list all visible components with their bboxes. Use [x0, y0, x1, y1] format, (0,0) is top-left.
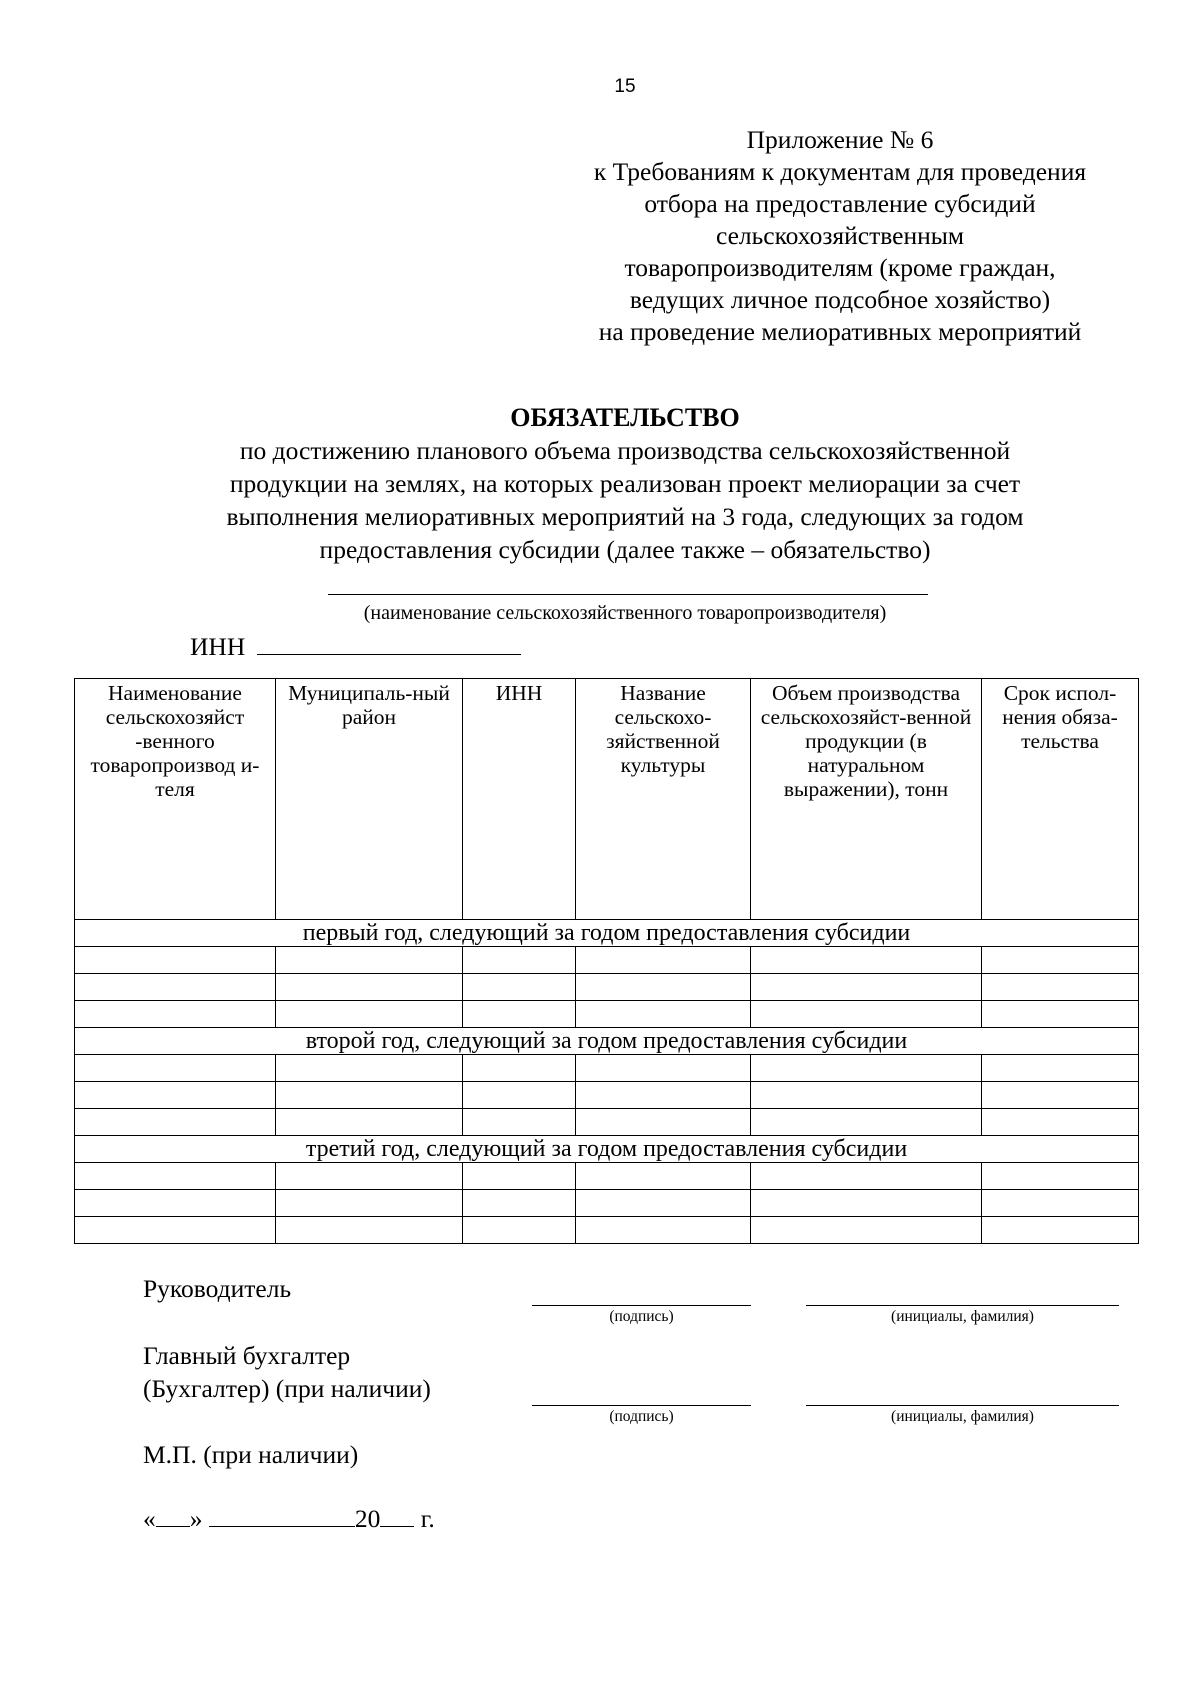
table-cell[interactable] [751, 1001, 982, 1028]
subtitle-line: предоставления субсидии (далее также – обязательство) [319, 535, 931, 564]
table-cell[interactable] [276, 1109, 463, 1136]
producer-name-caption: (наименование сельскохозяйственного товаропроизводителя) [363, 602, 887, 624]
date-row [143, 1504, 435, 1534]
table-cell[interactable] [75, 1190, 276, 1217]
table-cell[interactable] [75, 1109, 276, 1136]
table-row [75, 1055, 1139, 1082]
table-cell[interactable] [276, 1082, 463, 1109]
inn-label: ИНН [190, 632, 246, 661]
name-caption: (инициалы, фамилия) [891, 1408, 1034, 1425]
date-open-quote: « [143, 1504, 156, 1533]
table-row [75, 974, 1139, 1001]
header-volume: Объем производства сельскохозяйст-венной продукции (в натуральном выражении), тонн [751, 679, 982, 920]
table-header-row [75, 679, 1139, 920]
table-cell[interactable] [751, 1109, 982, 1136]
table-cell[interactable] [982, 1190, 1139, 1217]
document-title: ОБЯЗАТЕЛЬСТВО [510, 403, 740, 432]
table-row [75, 1190, 1139, 1217]
section-row-year-3 [75, 1136, 1139, 1163]
table-cell[interactable] [463, 1055, 576, 1082]
appendix-line: отбора на предоставление субсидий [644, 189, 1036, 218]
table-cell[interactable] [75, 974, 276, 1001]
table-cell[interactable] [463, 974, 576, 1001]
inn-row [190, 628, 521, 662]
head-signature-field[interactable] [532, 1280, 751, 1306]
table-cell[interactable] [576, 1082, 751, 1109]
table-cell[interactable] [276, 1217, 463, 1244]
section-label: третий год, следующий за годом предоставления субсидии [75, 1136, 1139, 1163]
table-cell[interactable] [576, 1109, 751, 1136]
table-cell[interactable] [75, 1082, 276, 1109]
date-year-prefix: 20 [354, 1504, 381, 1533]
table-cell[interactable] [751, 974, 982, 1001]
subtitle-line: по достижению планового объема производства сельскохозяйственной [239, 436, 1011, 465]
table-cell[interactable] [276, 1163, 463, 1190]
section-label: второй год, следующий за годом предоставления субсидии [75, 1028, 1139, 1055]
date-day-field[interactable] [156, 1504, 190, 1527]
table-cell[interactable] [463, 1217, 576, 1244]
header-producer-name: Наименование сельскохозяйст -венного товаропроизвод и-теля [75, 679, 276, 920]
section-label: первый год, следующий за годом предоставления субсидии [75, 920, 1139, 947]
table-cell[interactable] [576, 1055, 751, 1082]
table-cell[interactable] [751, 947, 982, 974]
appendix-line: к Требованиям к документам для проведения [593, 157, 1087, 186]
table-cell[interactable] [276, 974, 463, 1001]
table-row [75, 1082, 1139, 1109]
table-cell[interactable] [576, 1001, 751, 1028]
head-label: Руководитель [143, 1274, 292, 1303]
table-cell[interactable] [751, 1082, 982, 1109]
section-row-year-2 [75, 1028, 1139, 1055]
table-cell[interactable] [982, 947, 1139, 974]
inn-field[interactable] [257, 628, 521, 655]
date-month-field[interactable] [209, 1504, 355, 1527]
table-cell[interactable] [276, 1190, 463, 1217]
table-cell[interactable] [576, 1163, 751, 1190]
subtitle-line: выполнения мелиоративных мероприятий на 3 года, следующих за годом [226, 502, 1024, 531]
table-row [75, 1217, 1139, 1244]
header-deadline: Срок испол-нения обяза-тельства [982, 679, 1139, 920]
appendix-header [560, 124, 1120, 348]
table-cell[interactable] [75, 947, 276, 974]
table-cell[interactable] [463, 1109, 576, 1136]
table-cell[interactable] [982, 1109, 1139, 1136]
table-cell[interactable] [576, 974, 751, 1001]
table-cell[interactable] [463, 1082, 576, 1109]
head-name-field[interactable] [806, 1280, 1119, 1306]
accountant-label-line1: Главный бухгалтер [143, 1341, 351, 1370]
table-cell[interactable] [463, 1190, 576, 1217]
table-row [75, 947, 1139, 974]
subtitle-line: продукции на землях, на которых реализован проект мелиорации за счет [229, 469, 1021, 498]
table-cell[interactable] [982, 1082, 1139, 1109]
date-year-suffix: г. [420, 1504, 435, 1533]
header-crop: Название сельскохо-зяйственной культуры [576, 679, 751, 920]
signature-caption: (подпись) [609, 1408, 674, 1425]
accountant-name-field[interactable] [806, 1380, 1119, 1406]
name-caption: (инициалы, фамилия) [891, 1308, 1034, 1325]
table-cell[interactable] [276, 1055, 463, 1082]
signature-caption: (подпись) [609, 1308, 674, 1325]
appendix-line: товаропроизводителям (кроме граждан, [624, 253, 1056, 282]
table-cell[interactable] [982, 1055, 1139, 1082]
table-cell[interactable] [75, 1055, 276, 1082]
table-cell[interactable] [982, 974, 1139, 1001]
table-cell[interactable] [276, 947, 463, 974]
table-cell[interactable] [276, 1001, 463, 1028]
header-inn: ИНН [463, 679, 576, 920]
date-year-field[interactable] [380, 1504, 414, 1527]
table-cell[interactable] [576, 1190, 751, 1217]
section-row-year-1 [75, 920, 1139, 947]
table-cell[interactable] [463, 1001, 576, 1028]
table-cell[interactable] [75, 1001, 276, 1028]
appendix-line: ведущих личное подсобное хозяйство) [629, 285, 1051, 314]
table-cell[interactable] [982, 1001, 1139, 1028]
table-cell[interactable] [576, 1217, 751, 1244]
table-cell[interactable] [75, 1163, 276, 1190]
table-cell[interactable] [751, 1217, 982, 1244]
table-row [75, 1163, 1139, 1190]
table-cell[interactable] [751, 1163, 982, 1190]
appendix-line: на проведение мелиоративных мероприятий [598, 317, 1082, 346]
table-row [75, 1001, 1139, 1028]
table-cell[interactable] [576, 947, 751, 974]
page-number: 15 [614, 76, 636, 97]
table-cell[interactable] [982, 1217, 1139, 1244]
table-cell[interactable] [463, 947, 576, 974]
date-close-quote: » [189, 1504, 203, 1533]
appendix-line: Приложение № 6 [746, 125, 934, 154]
document-subtitle [0, 434, 1200, 566]
obligation-table [74, 678, 1139, 1244]
accountant-signature-field[interactable] [532, 1380, 751, 1406]
table-cell[interactable] [75, 1217, 276, 1244]
accountant-label-line2: (Бухгалтер) (при наличии) [143, 1374, 431, 1403]
seal-label: М.П. (при наличии) [143, 1440, 359, 1469]
appendix-line: сельскохозяйственным [715, 221, 965, 250]
table-cell[interactable] [751, 1055, 982, 1082]
header-district: Муниципаль-ный район [276, 679, 463, 920]
producer-name-field[interactable] [328, 594, 928, 595]
table-cell[interactable] [463, 1163, 576, 1190]
table-cell[interactable] [982, 1163, 1139, 1190]
table-cell[interactable] [751, 1190, 982, 1217]
table-row [75, 1109, 1139, 1136]
